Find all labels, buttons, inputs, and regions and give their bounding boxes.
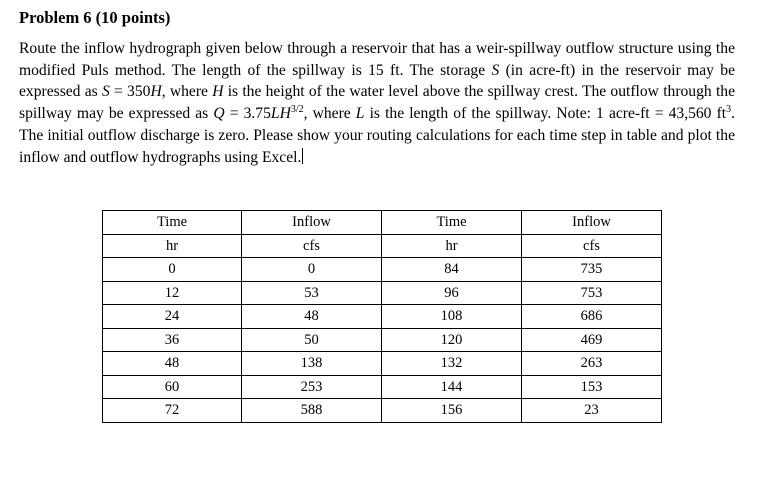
header-cell: Time <box>103 211 242 235</box>
table-cell: 96 <box>382 281 522 305</box>
text-segment: Route the inflow hydrograph given below through a reservoir that has a weir-spillway outflow structure using the modified Puls method. The length of the spillway is 15 ft. The storage <box>19 40 735 79</box>
table-cell: 469 <box>522 328 662 352</box>
problem-statement <box>19 38 735 168</box>
table-cell: 735 <box>522 258 662 282</box>
table-cell: 144 <box>382 375 522 399</box>
text-segment: = 3.75 <box>224 105 271 123</box>
table-cell: 108 <box>382 305 522 329</box>
inflow-hydrograph-table <box>102 210 662 423</box>
table-cell: 48 <box>242 305 382 329</box>
table-row <box>103 258 662 282</box>
table-cell: 0 <box>103 258 242 282</box>
table-cell: 753 <box>522 281 662 305</box>
table-cell: 153 <box>522 375 662 399</box>
var-lh: LH <box>270 105 291 123</box>
table-cell: 84 <box>382 258 522 282</box>
table-cell: 253 <box>242 375 382 399</box>
unit-cell: cfs <box>242 234 382 258</box>
table-row <box>103 399 662 423</box>
table-row <box>103 281 662 305</box>
var-s: S <box>491 61 500 79</box>
table-cell: 588 <box>242 399 382 423</box>
table-cell: 53 <box>242 281 382 305</box>
problem-document <box>19 8 735 168</box>
header-cell: Time <box>382 211 522 235</box>
table-cell: 36 <box>103 328 242 352</box>
table-header-row <box>103 211 662 235</box>
unit-cell: cfs <box>522 234 662 258</box>
exponent-three-halves: 3/2 <box>290 104 304 116</box>
table-cell: 23 <box>522 399 662 423</box>
table-cell: 263 <box>522 352 662 376</box>
text-segment: = 350 <box>109 83 151 101</box>
table-cell: 686 <box>522 305 662 329</box>
problem-title: Problem 6 (10 points) <box>19 8 171 27</box>
var-h-def: H <box>212 83 224 101</box>
text-segment: , where <box>161 83 213 101</box>
table-cell: 0 <box>242 258 382 282</box>
text-segment: is the height of the water level above the spillway crest. The outflow through the spillway may be expressed as <box>19 83 735 123</box>
table-row <box>103 305 662 329</box>
unit-cell: hr <box>103 234 242 258</box>
exponent-cubed: 3 <box>726 104 732 116</box>
table-row <box>103 328 662 352</box>
table-row <box>103 352 662 376</box>
header-cell: Inflow <box>522 211 662 235</box>
header-cell: Inflow <box>242 211 382 235</box>
table-cell: 60 <box>103 375 242 399</box>
table-cell: 24 <box>103 305 242 329</box>
var-l: L <box>355 105 365 123</box>
text-segment: . The initial outflow discharge is zero. Please show your routing calculations for each time step in table and plot the inflow and outflow hydrographs using Excel. <box>19 105 736 166</box>
table-units-row <box>103 234 662 258</box>
unit-cell: hr <box>382 234 522 258</box>
table-cell: 50 <box>242 328 382 352</box>
var-s-eq: S <box>101 83 110 101</box>
var-h-eq: H <box>150 83 162 101</box>
text-segment: , where <box>303 105 356 123</box>
table-cell: 48 <box>103 352 242 376</box>
table-cell: 132 <box>382 352 522 376</box>
table-cell: 72 <box>103 399 242 423</box>
table-row <box>103 375 662 399</box>
table-cell: 156 <box>382 399 522 423</box>
table-cell: 12 <box>103 281 242 305</box>
text-cursor <box>302 148 303 164</box>
text-segment: is the length of the spillway. Note: 1 acre-ft = 43,560 ft <box>364 105 727 123</box>
table-cell: 120 <box>382 328 522 352</box>
text-segment: (in acre-ft) in the reservoir may be expressed as <box>19 61 736 101</box>
table-cell: 138 <box>242 352 382 376</box>
var-q: Q <box>213 105 225 123</box>
